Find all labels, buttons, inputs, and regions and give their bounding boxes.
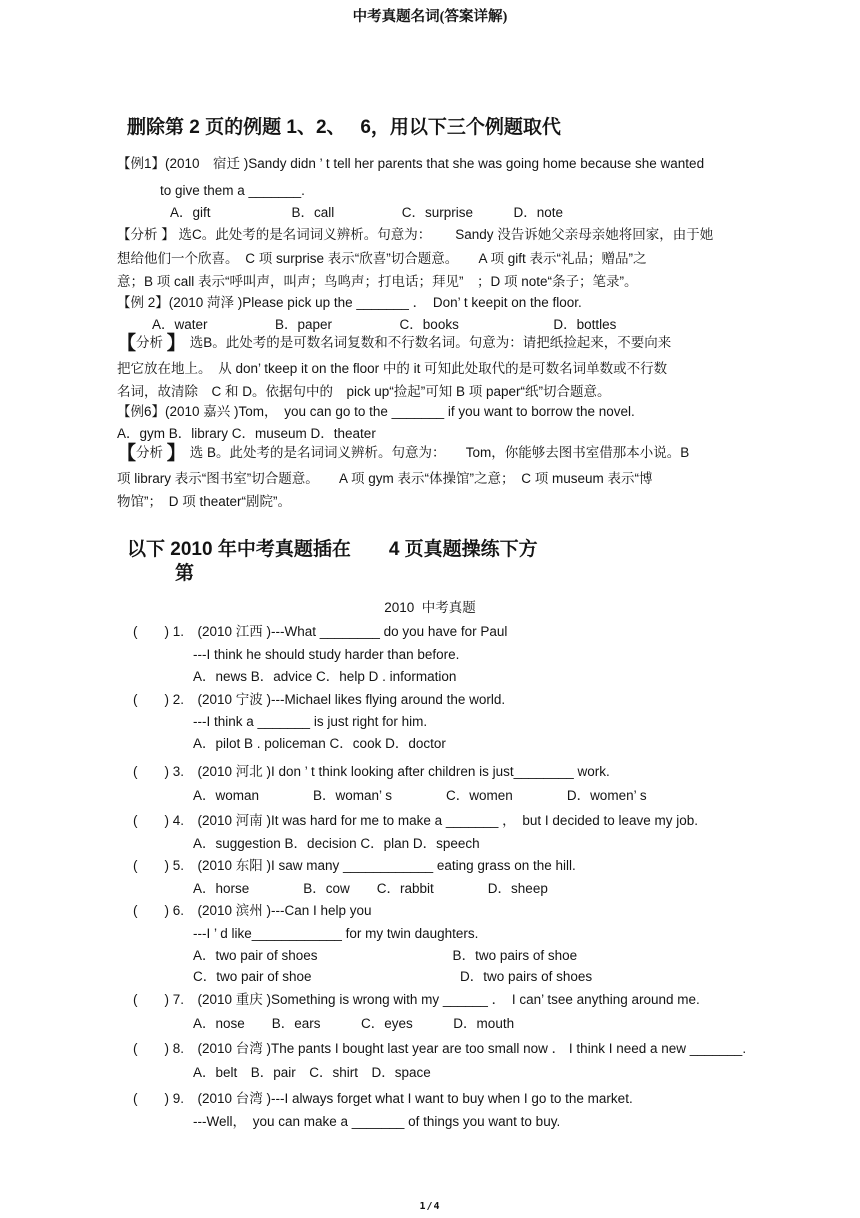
example2-options: A．water B．paper C．books D．bottles [152,317,617,332]
question-1-reply: ---I think he should study harder than before. [193,647,460,662]
example6-question-line1: 【例6】(2010 嘉兴 )Tom， you can go to the _______ if you want to borrow the novel. [117,404,635,419]
example1-analysis-line2: 想给他们一个欣喜。 C 项 surprise 表示“欣喜”切合题意。 A 项 gift 表示“礼品；赠品”之 [117,251,647,266]
question-5-options: A．horse B．cow C．rabbit D．sheep [193,881,548,896]
example2-analysis-line1 [117,334,671,353]
question-5-stem: ( ) 5. (2010 东阳 )I saw many ____________ eating grass on the hill. [133,858,576,873]
question-3-stem: ( ) 3. (2010 河北 )I don ’ t think looking after children is just________ work. [133,764,610,779]
question-6-reply: ---I ’ d like____________ for my twin daughters. [193,926,479,941]
heading-insert-line2: 第 [175,563,195,584]
question-6-options-ab: A．two pair of shoes B．two pairs of shoe [193,948,578,963]
page-title: 中考真题名词(答案详解) [352,9,508,25]
left-bracket-glyph: 【 [117,333,137,354]
example6-analysis-line3: 物馆”； D 项 theater“剧院”。 [117,494,292,509]
heading-delete-instruction: 删除第 2 页的例题 1、2、 6，用以下三个例题取代 [127,117,561,138]
question-9-stem: ( ) 9. (2010 台湾 )---I always forget what I want to buy when I go to the market. [133,1091,633,1106]
example1-question-line2: to give them a _______. [160,183,305,198]
example2-analysis-line2: 把它放在地上。 从 don’ tkeep it on the floor 中的 it 可知此处取代的是可数名词单数或不行数 [117,361,668,376]
analysis-label: 分析 [136,445,167,460]
question-8-options: A．belt B．pair C．shirt D．space [193,1065,431,1080]
question-7-stem: ( ) 7. (2010 重庆 )Something is wrong with my ______ ． I can’ tsee anything around me. [133,992,700,1007]
left-bracket-glyph: 【 [117,443,137,464]
page-number-indicator: 1/4 [419,1201,441,1212]
question-3-options: A．woman B．woman’ s C．women D．women’ s [193,788,647,803]
analysis-label: 分析 [136,335,167,350]
question-8-stem: ( ) 8. (2010 台湾 )The pants I bought last year are too small now ． I think I need a new _______. [133,1041,747,1056]
example6-analysis-line2: 项 library 表示“图书室”切合题意。 A 项 gym 表示“体操馆”之意； C 项 museum 表示“博 [117,471,653,486]
example2-analysis-line3: 名词，故清除 C 和 D。依据句中的 pick up“捡起”可知 B 项 paper“纸”切合题意。 [117,384,611,399]
question-2-options: A．pilot B . policeman C．cook D．doctor [193,736,446,751]
question-9-reply: ---Well， you can make a _______ of things you want to buy. [193,1114,561,1129]
example2-question-line1: 【例 2】(2010 菏泽 )Please pick up the _______ ． Don’ t keepit on the floor. [117,295,582,310]
example6-options: A．gym B．library C．museum D．theater [117,426,376,441]
question-4-options: A．suggestion B．decision C．plan D．speech [193,836,480,851]
example1-question-line1: 【例1】(2010 宿迁 )Sandy didn ’ t tell her parents that she was going home because she wanted [117,156,705,171]
question-1-stem: ( ) 1. (2010 江西 )---What ________ do you have for Paul [133,624,508,639]
question-2-stem: ( ) 2. (2010 宁波 )---Michael likes flying around the world. [133,692,506,707]
question-7-options: A．nose B．ears C．eyes D．mouth [193,1016,515,1031]
example1-options: A．gift B．call C．surprise D．note [170,205,564,220]
example1-analysis-line1: 【分析 】 选C。此处考的是名词词义辨析。句意为： Sandy 没告诉她父亲母亲她将回家，由于她 [117,227,714,242]
question-6-options-cd: C．two pair of shoe D．two pairs of shoes [193,969,593,984]
example6-analysis-line1 [117,444,689,463]
analysis-text: 选 B。此处考的是名词词义辨析。句意为： Tom，你能够去图书室借那本小说。B [176,445,690,460]
right-bracket-glyph: 】 [166,443,177,464]
heading-insert-line1: 以下 2010 年中考真题插在 4 页真题操练下方 [127,539,538,560]
question-1-options: A．news B．advice C．help D . information [193,669,457,684]
analysis-text: 选B。此处考的是可数名词复数和不行数名词。句意为：请把纸捡起来，不要向来 [176,335,672,350]
section-title-2010: 2010 中考真题 [384,600,476,615]
right-bracket-glyph: 】 [166,333,177,354]
question-6-stem: ( ) 6. (2010 滨州 )---Can I help you [133,903,372,918]
question-2-reply: ---I think a _______ is just right for him. [193,714,428,729]
question-4-stem: ( ) 4. (2010 河南 )It was hard for me to make a _______ ， but I decided to leave my job. [133,813,699,828]
example1-analysis-line3: 意；B 项 call 表示“呼叫声，叫声；鸟鸣声；打电话；拜见” ；D 项 note“条子；笔录”。 [117,274,638,289]
